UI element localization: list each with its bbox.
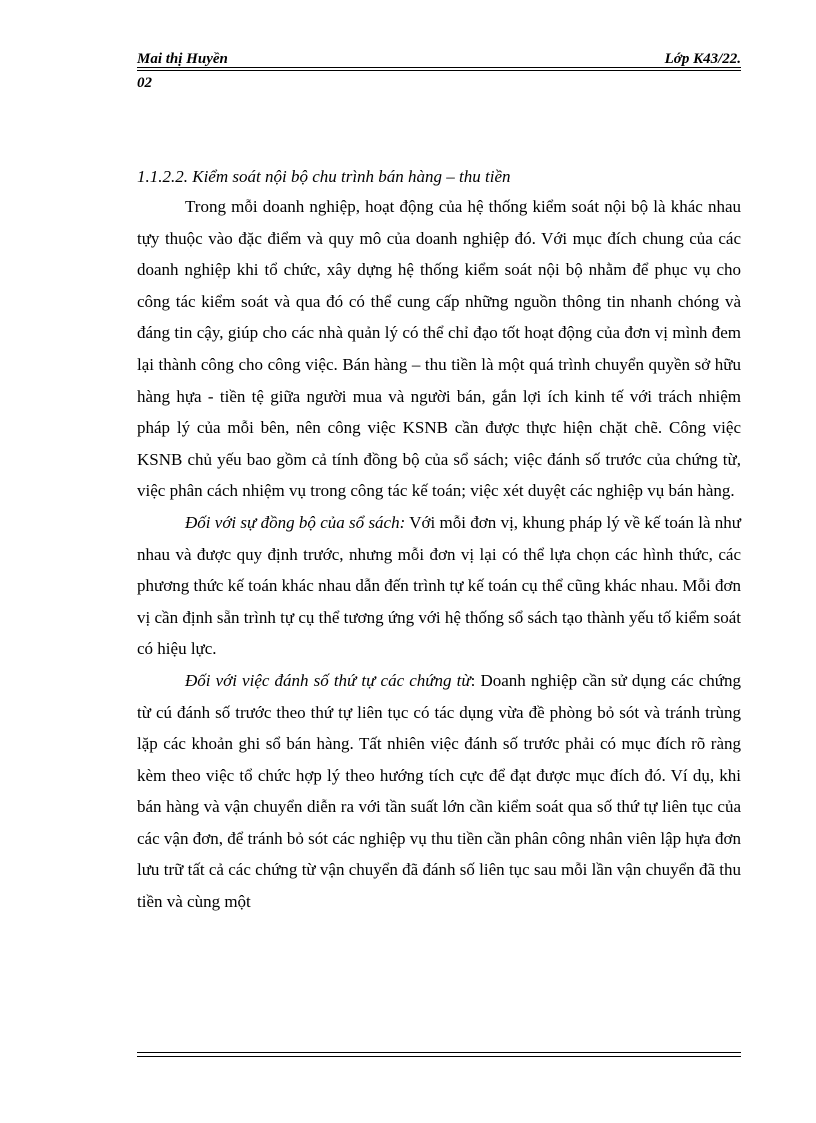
footer-rule-double (137, 1056, 741, 1057)
paragraph-lead: Đối với việc đánh số thứ tự các chứng từ (185, 670, 471, 690)
section-title: 1.1.2.2. Kiểm soát nội bộ chu trình bán hàng – thu tiền (137, 167, 511, 186)
paragraph-lead: Đối với sự đồng bộ của sổ sách: (185, 512, 406, 532)
paragraph-numbering (137, 665, 741, 918)
page-header (137, 50, 741, 92)
class-label: Lớp K43/22. (664, 51, 741, 67)
paragraph-books-sync (137, 507, 741, 665)
header-rule-double (137, 70, 741, 71)
page-footer-rule (137, 1052, 741, 1057)
header-rule (137, 67, 741, 68)
class-suffix: 02 (137, 75, 152, 91)
document-body (137, 163, 741, 918)
paragraph-text: Với mỗi đơn vị, khung pháp lý về kế toán là như nhau và được quy định trước, nhưng mỗi đơn vị lại có thể lựa chọn các hình thức, các phương thức kế toán khác nhau dẫn đến trình tự kế toán cụ thể cũng khác nhau. Mỗi đơn vị cần định sẵn trình tự cụ thể tương ứng với hệ thống sổ sách tạo thành yếu tố kiểm soát có hiệu lực. (137, 512, 742, 659)
paragraph-intro: Trong mỗi doanh nghiệp, hoạt động của hệ thống kiểm soát nội bộ là khác nhau tựy thuộc vào đặc điểm và quy mô của doanh nghiệp đó. Với mục đích chung của các doanh nghiệp khi tổ chức, xây dựng hệ thống kiểm soát nội bộ nhằm để phục vụ cho công tác kiểm soát và qua đó có thể cung cấp những nguồn thông tin nhanh chóng và đáng tin cậy, giúp cho các nhà quản lý có thể chỉ đạo tốt hoạt động của đơn vị mình đem lại thành công cho công việc. Bán hàng – thu tiền là một quá trình chuyển quyền sở hữu hàng hựa - tiền tệ giữa người mua và người bán, gắn lợi ích kinh tế với trách nhiệm pháp lý của mỗi bên, nên công việc KSNB cần được thực hiện chặt chẽ. Công việc KSNB chủ yếu bao gồm cả tính đồng bộ của sổ sách; việc đánh số trước của chứng từ, việc phân cách nhiệm vụ trong công tác kế toán; việc xét duyệt các nghiệp vụ bán hàng. (137, 197, 741, 501)
paragraph-text: : Doanh nghiệp cần sử dụng các chứng từ cú đánh số trước theo thứ tự liên tục có tác dụng vừa đề phòng bỏ sót và tránh trùng lặp các khoản ghi sổ bán hàng. Tất nhiên việc đánh số trước phải có mục đích rõ ràng kèm theo việc tổ chức hợp lý theo hướng tích cực để đạt được mục đích đó. Ví dụ, khi bán hàng và vận chuyển diễn ra với tần suất lớn cần kiểm soát qua số thứ tự liên tục của các vận đơn, để tránh bỏ sót các nghiệp vụ thu tiền cần phân công nhân viên lập hựa đơn lưu trữ tất cả các chứng từ vận chuyển đã đánh số liên tục sau mỗi lần vận chuyển đã thu tiền và cùng một (137, 670, 741, 912)
footer-rule (137, 1052, 741, 1053)
author-name: Mai thị Huyền (137, 51, 228, 67)
